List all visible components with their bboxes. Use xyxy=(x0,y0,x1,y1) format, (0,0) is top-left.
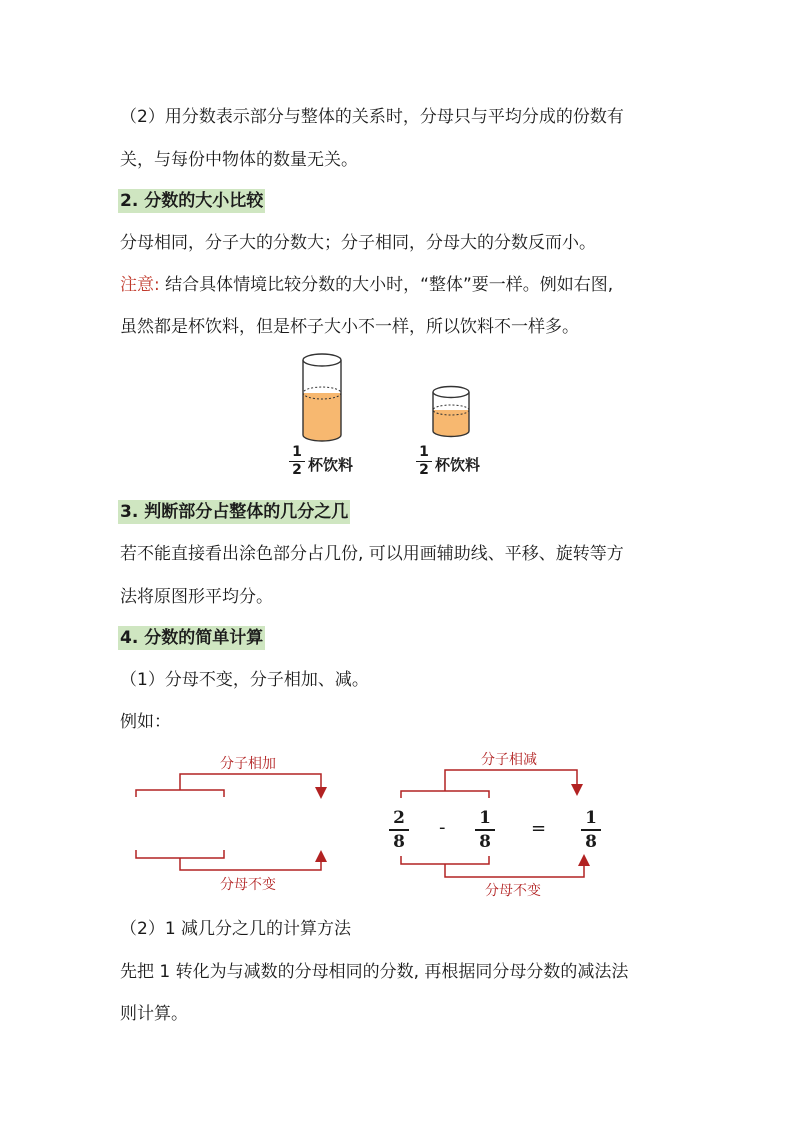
note-line-2: 虽然都是杯饮料，但是杯子大小不一样，所以饮料不一样多。 xyxy=(120,317,579,337)
method-line-2: 则计算。 xyxy=(120,1004,188,1024)
left-diagram-lines xyxy=(136,774,321,870)
note-text-1: 结合具体情境比较分数的大小时，“整体”要一样。例如右图, xyxy=(159,275,614,295)
fraction-a: 2 8 xyxy=(389,809,409,851)
left-top-label: 分子相加 xyxy=(220,756,276,772)
right-bottom-label: 分母不变 xyxy=(485,883,541,899)
section-3-line-2: 法将原图形平均分。 xyxy=(120,587,273,607)
section-3-line-1: 若不能直接看出涂色部分占几份, 可以用画辅助线、平移、旋转等方 xyxy=(120,544,624,564)
cup-2-fraction: 1 2 xyxy=(416,445,432,478)
right-top-label: 分子相减 xyxy=(481,752,537,768)
method-line-1: 先把 1 转化为与减数的分母相同的分数, 再根据同分母分数的减法法 xyxy=(120,962,629,982)
left-bottom-label: 分母不变 xyxy=(220,877,276,893)
point-2-line-1: （2）用分数表示部分与整体的关系时，分母只与平均分成的份数有 xyxy=(120,107,624,127)
comparison-rule: 分母相同，分子大的分数大；分子相同，分母大的分数反而小。 xyxy=(120,233,596,253)
cup-1-fraction: 1 2 xyxy=(289,445,305,478)
cup-1-label: 杯饮料 xyxy=(308,456,354,474)
heading-part-of-whole: 3. 判断部分占整体的几分之几 xyxy=(120,502,349,522)
minus-sign: - xyxy=(439,817,446,838)
heading-fraction-comparison: 2. 分数的大小比较 xyxy=(120,191,264,211)
fraction-b: 1 8 xyxy=(475,809,495,851)
equals-sign: = xyxy=(531,818,547,839)
point-1: （1）分母不变，分子相加、减。 xyxy=(120,670,369,690)
heading-simple-calculation: 4. 分数的简单计算 xyxy=(120,628,264,648)
cup-2-label: 杯饮料 xyxy=(435,456,481,474)
point-2-line-2: 关，与每份中物体的数量无关。 xyxy=(120,150,358,170)
fraction-result: 1 8 xyxy=(581,809,601,851)
note-label: 注意: xyxy=(120,275,160,295)
point-2-method-title: （2）1 减几分之几的计算方法 xyxy=(120,919,352,939)
example-label: 例如： xyxy=(120,712,171,732)
